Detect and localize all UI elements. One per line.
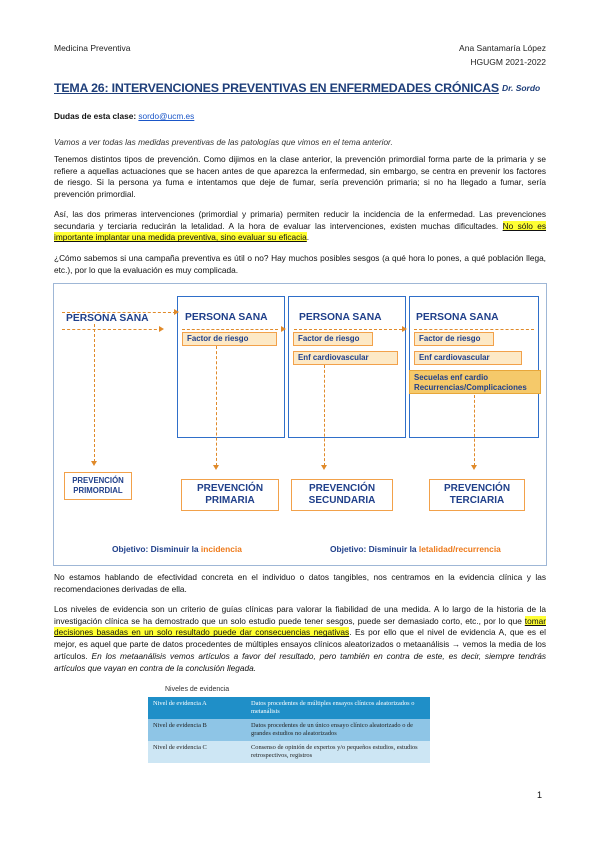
paragraph-interventions-text: Así, las dos primeras intervenciones (primordial y primaria) permiten reducir la incidencia de la enfermedad. Las prevenciones secundaria y terciaria reducirán la letalidad. A la hora de evaluar las intervenciones, existen muchas dificultades. (54, 209, 546, 231)
header-hospital: HGUGM 2021-2022 (470, 57, 546, 67)
connector-arrow (159, 326, 164, 332)
highlight-negative-consequences: tomar decisiones basadas en un solo resultado puede dar consecuencias negativas (54, 615, 546, 638)
col3-title: PERSONA SANA (299, 312, 382, 323)
page-title: TEMA 26: INTERVENCIONES PREVENTIVAS EN ENFERMEDADES CRÓNICAS (54, 81, 499, 95)
connector-arrow (174, 309, 179, 315)
evidence-row-b (148, 719, 430, 741)
paragraph-interventions (54, 209, 546, 244)
arrow-line (324, 365, 325, 466)
tag-factor-riesgo: Factor de riesgo (293, 332, 373, 346)
connector-arrow (281, 326, 286, 332)
objective-lethality-label: Objetivo: Disminuir la (330, 544, 419, 554)
objective-incidence (112, 544, 242, 554)
connector-line (294, 329, 402, 330)
col1-title: PERSONA SANA (66, 313, 149, 324)
lecturer-name: Dr. Sordo (502, 83, 541, 93)
arrow-head (91, 461, 97, 466)
connector-line (62, 329, 162, 330)
arrow-line (94, 324, 95, 462)
paragraph-prevention-types: Tenemos distintos tipos de prevención. Como dijimos en la clase anterior, la prevención primordial forma parte de la primaria y se refiere a aquellas actuaciones que se hacen antes de que aparezca la enfermedad, sin embargo, se centra en prevenir los factores de riesgo. Si la persona ya fuma e intentamos que deje de fumar, sería prevención primaria; si no ha llegado a fumar, sería prevención primordial. (54, 154, 546, 200)
arrow-line (216, 346, 217, 466)
col2-title: PERSONA SANA (185, 312, 268, 323)
prevention-diagram (53, 283, 547, 566)
evidence-level-cell: Nivel de evidencia B (153, 722, 207, 729)
objective-incidence-label: Objetivo: Disminuir la (112, 544, 201, 554)
tag-enf-cardiovascular: Enf cardiovascular (293, 351, 398, 365)
evidence-row-c (148, 741, 430, 763)
objective-lethality (330, 544, 501, 554)
header-course: Medicina Preventiva (54, 43, 131, 53)
evidence-table-title: Niveles de evidencia (165, 686, 230, 693)
paragraph-evidence-text: Los niveles de evidencia son un criterio de guías clínicas para valorar la fiabilidad de una medida. A lo largo de la historia de la investigación clínica se ha demostrado que un solo estudio puede tener sesgos, puede ser demasiado corto, etc., por lo que (54, 604, 546, 626)
tag-secuelas: Secuelas enf cardio Recurrencias/Complicaciones (409, 370, 541, 394)
connector-line (182, 329, 278, 330)
evidence-desc-cell: Datos procedentes de múltiples ensayos clínicos aleatorizados o metanálisis (251, 700, 415, 715)
paragraph-evidence-text2: . Es por ello que el nivel de evidencia A, que es el mejor, es aquel que parte de datos procedentes de múltiples ensayos clínicos aleatorizados o metaanálisis → vemos la media de los artículos. (54, 627, 546, 661)
tag-factor-riesgo: Factor de riesgo (182, 332, 277, 346)
evidence-level-cell: Nivel de evidencia C (153, 744, 207, 751)
arrow-head (471, 465, 477, 470)
paragraph-evidence-italic: En los metaanálisis vemos artículos a favor del resultado, pero también en contra de este, es decir, siempre tendrás artículos que vayan en contra de la conclusión llegada. (54, 650, 546, 673)
contact-label: Dudas de esta clase: (54, 111, 137, 121)
outcome-primaria: PREVENCIÓN PRIMARIA (181, 479, 279, 511)
arrow-line (474, 395, 475, 466)
outcome-terciaria: PREVENCIÓN TERCIARIA (429, 479, 525, 511)
evidence-table (148, 697, 430, 763)
evidence-level-cell: Nivel de evidencia A (153, 700, 207, 707)
contact-line (54, 111, 546, 123)
paragraph-clinical-evidence: No estamos hablando de efectividad concreta en el individuo o datos tangibles, nos centramos en la evidencia clínica y las recomendaciones derivadas de ella. (54, 572, 546, 594)
paragraph-interventions-end: . (306, 232, 310, 243)
objective-incidence-accent: incidencia (200, 544, 242, 554)
arrow-head (321, 465, 327, 470)
intro-text: Vamos a ver todas las medidas preventivas de las patologías que vimos en el tema anterior. (54, 137, 393, 147)
contact-email-link[interactable]: sordo@ucm.es (138, 111, 195, 121)
header-author: Ana Santamaría López (459, 43, 546, 53)
col4-title: PERSONA SANA (416, 312, 499, 323)
evidence-desc-cell: Datos procedentes de un único ensayo clínico aleatorizado o de grandes estudios no aleatorizados (251, 722, 414, 737)
arrow-head (213, 465, 219, 470)
tag-factor-riesgo: Factor de riesgo (414, 332, 494, 346)
connector-line (62, 312, 176, 313)
connector-arrow (402, 326, 407, 332)
outcome-primordial: PREVENCIÓN PRIMORDIAL (64, 472, 132, 500)
paragraph-evidence-levels (54, 604, 546, 674)
objective-lethality-accent: letalidad/recurrencia (418, 544, 501, 554)
highlight-evaluate-efficacy: No sólo es importante implantar una medida preventiva, sino evaluar su eficacia (54, 220, 547, 243)
tag-enf-cardiovascular: Enf cardiovascular (414, 351, 522, 365)
outcome-secundaria: PREVENCIÓN SECUNDARIA (291, 479, 393, 511)
evidence-row-a (148, 697, 430, 719)
evidence-desc-cell: Consenso de opinión de expertos y/o pequeños estudios, estudios retrospectivos, registros (251, 744, 418, 759)
page-number: 1 (537, 790, 543, 800)
paragraph-bias: ¿Cómo sabemos si una campaña preventiva es útil o no? Hay muchos posibles sesgos (a qué hora lo pones, a qué población llega, etc.), por lo que la evaluación es muy complicada. (54, 253, 546, 275)
connector-line (414, 329, 534, 330)
